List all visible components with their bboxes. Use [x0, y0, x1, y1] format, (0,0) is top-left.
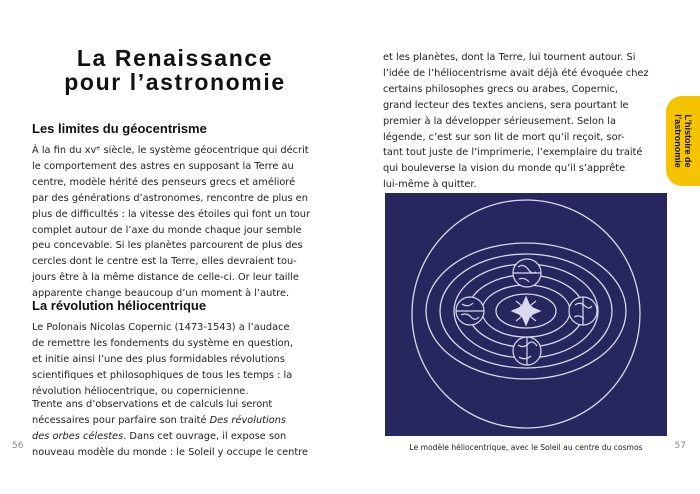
- text-line: par des générations d’astronomes, rencontre de plus en: [32, 192, 308, 204]
- tab-line: L’histoire de: [683, 114, 693, 168]
- page-title: [30, 46, 320, 94]
- tab-line: l’astronomie: [673, 114, 683, 168]
- chapter-tab-label: [673, 114, 693, 168]
- text-line: révolution héliocentrique, ou copernicienne.: [32, 385, 249, 397]
- paragraph-continuation: [383, 50, 669, 193]
- text-line: certains philosophes grecs ou arabes, Copernic,: [383, 83, 619, 95]
- chapter-tab: [666, 96, 700, 186]
- title-line: La Renaissance: [76, 45, 274, 71]
- text-line: [32, 429, 318, 445]
- earth-globe-icon: [456, 297, 484, 325]
- text-fragment: . Dans cet ouvrage, il expose son: [123, 430, 287, 442]
- text-line: qui bouleverse la vision du monde qu’il s’apprête: [383, 163, 626, 175]
- paragraph-heliocentric: [32, 320, 318, 400]
- text-line: cercles dont le centre est la Terre, elles devraient tou-: [32, 256, 297, 268]
- text-fragment: nécessaires pour parfaire son traité: [32, 414, 210, 426]
- text-line: de remettre les fondements du système en question,: [32, 337, 294, 349]
- text-line: scientifiques et philosophiques de tous les temps : la: [32, 369, 293, 381]
- text-line: complet autour de l’axe du monde chaque jour semble: [32, 224, 302, 236]
- book-title: des orbes célestes: [32, 430, 124, 442]
- sun-icon: [512, 297, 540, 325]
- text-line: nouveau modèle du monde : le Soleil y occupe le centre: [32, 446, 309, 458]
- text-line: tant tout juste de l’imprimerie, l’exemplaire du traité: [383, 147, 643, 159]
- text-line: peu concevable. Si les planètes parcourent de plus des: [32, 240, 303, 252]
- cosmos-diagram: [385, 193, 667, 436]
- paragraph-treatise: [32, 397, 318, 461]
- page-number: 57: [674, 441, 686, 451]
- text-line: jours être à la même distance de celle-ci. Or leur taille: [32, 272, 299, 284]
- section-heading-geocentrism: Les limites du géocentrisme: [32, 121, 207, 136]
- text-line: premier à la développer sérieusement. Selon la: [383, 115, 616, 127]
- section-heading-heliocentric: La révolution héliocentrique: [32, 298, 207, 313]
- earth-globe-icon: [513, 259, 541, 287]
- text-line: Le Polonais Nicolas Copernic (1473-1543) a l’audace: [32, 322, 290, 333]
- text-line: plus de difficultés : la vitesse des étoiles qui font un tour: [32, 208, 311, 220]
- text-line: [32, 413, 318, 429]
- paragraph-geocentrism: [32, 143, 318, 302]
- text-line: et initie ainsi l’une des plus formidables révolutions: [32, 353, 285, 365]
- text-line: grand lecteur des textes anciens, sera pourtant le: [383, 99, 629, 111]
- heliocentric-illustration: [385, 193, 667, 436]
- text-line: À la fin du xvᵉ siècle, le système géocentrique qui décrit: [32, 145, 309, 156]
- text-line: centre, modèle hérité des penseurs grecs et amélioré: [32, 176, 296, 188]
- text-line: le comportement des astres en supposant la Terre au: [32, 160, 294, 172]
- text-line: apparente change beaucoup d’un moment à l’autre.: [32, 288, 290, 300]
- book-title: Des révolutions: [209, 414, 287, 426]
- title-line: pour l’astronomie: [64, 69, 286, 95]
- page-number: 56: [12, 441, 24, 451]
- right-page: [350, 0, 700, 494]
- text-line: lui-même à quitter.: [383, 179, 477, 191]
- figure-caption: Le modèle héliocentrique, avec le Soleil au centre du cosmos: [409, 443, 643, 452]
- text-line: l’idée de l’héliocentrisme avait déjà été évoquée chez: [383, 67, 649, 79]
- text-line: Trente ans d’observations et de calculs lui seront: [32, 399, 273, 410]
- earth-globe-icon: [569, 297, 597, 325]
- text-line: et les planètes, dont la Terre, lui tournent autour. Si: [383, 52, 636, 63]
- text-line: légende, c’est sur son lit de mort qu’il reçoit, sor-: [383, 131, 625, 143]
- earth-globe-icon: [513, 337, 541, 365]
